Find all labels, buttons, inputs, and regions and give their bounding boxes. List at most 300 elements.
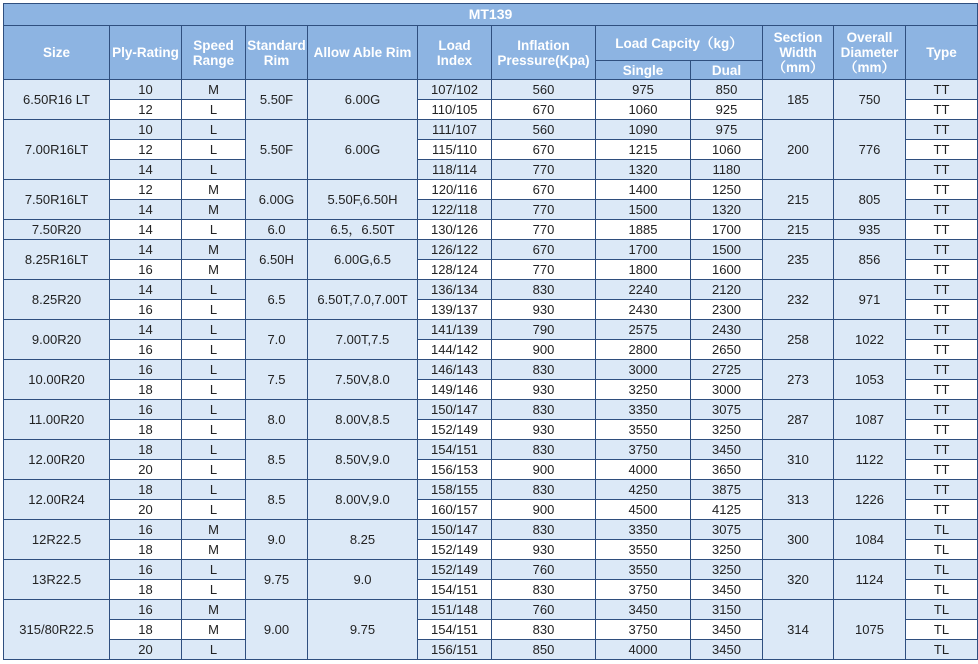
overall-diameter-cell: 1084 [834,520,906,560]
header-section-width: Section Width （mm） [763,26,834,80]
section-width-cell: 215 [763,220,834,240]
load-single-cell: 4500 [596,500,691,520]
overall-diameter-cell: 1124 [834,560,906,600]
inflation-pressure-cell: 760 [492,560,596,580]
ply-rating-cell: 16 [110,260,182,280]
ply-rating-cell: 16 [110,520,182,540]
allow-able-rim-cell: 6.5，6.50T [308,220,418,240]
overall-diameter-cell: 935 [834,220,906,240]
speed-range-cell: L [182,100,246,120]
speed-range-cell: M [182,80,246,100]
type-cell: TT [906,300,978,320]
load-dual-cell: 3150 [691,600,763,620]
size-cell: 315/80R22.5 [4,600,110,660]
standard-rim-cell: 8.0 [246,400,308,440]
speed-range-cell: L [182,460,246,480]
section-width-cell: 200 [763,120,834,180]
header-ply-rating: Ply-Rating [110,26,182,80]
load-single-cell: 4000 [596,640,691,660]
type-cell: TT [906,140,978,160]
type-cell: TT [906,440,978,460]
load-single-cell: 3350 [596,400,691,420]
ply-rating-cell: 10 [110,80,182,100]
inflation-pressure-cell: 670 [492,240,596,260]
ply-rating-cell: 16 [110,300,182,320]
table-row [4,240,978,260]
type-cell: TT [906,100,978,120]
header-dual: Dual [691,61,763,80]
section-width-cell: 314 [763,600,834,660]
size-cell: 7.50R20 [4,220,110,240]
section-width-cell: 287 [763,400,834,440]
load-index-cell: 152/149 [418,420,492,440]
size-cell: 12R22.5 [4,520,110,560]
load-single-cell: 1060 [596,100,691,120]
load-single-cell: 3000 [596,360,691,380]
allow-able-rim-cell: 9.0 [308,560,418,600]
speed-range-cell: L [182,580,246,600]
inflation-pressure-cell: 770 [492,160,596,180]
table-row [4,400,978,420]
ply-rating-cell: 20 [110,640,182,660]
speed-range-cell: M [182,520,246,540]
ply-rating-cell: 14 [110,240,182,260]
load-index-cell: 141/139 [418,320,492,340]
type-cell: TL [906,560,978,580]
ply-rating-cell: 14 [110,200,182,220]
inflation-pressure-cell: 830 [492,620,596,640]
load-dual-cell: 3250 [691,420,763,440]
load-index-cell: 150/147 [418,400,492,420]
speed-range-cell: L [182,160,246,180]
allow-able-rim-cell: 5.50F,6.50H [308,180,418,220]
allow-able-rim-cell: 7.00T,7.5 [308,320,418,360]
speed-range-cell: L [182,640,246,660]
speed-range-cell: L [182,320,246,340]
load-dual-cell: 3875 [691,480,763,500]
standard-rim-cell: 9.00 [246,600,308,660]
type-cell: TT [906,500,978,520]
header-inflation-pressure: Inflation Pressure(Kpa) [492,26,596,80]
ply-rating-cell: 18 [110,620,182,640]
load-dual-cell: 3250 [691,540,763,560]
load-index-cell: 139/137 [418,300,492,320]
overall-diameter-cell: 1053 [834,360,906,400]
standard-rim-cell: 6.50H [246,240,308,280]
load-index-cell: 150/147 [418,520,492,540]
load-dual-cell: 1320 [691,200,763,220]
table-body [4,80,978,660]
type-cell: TL [906,580,978,600]
speed-range-cell: L [182,280,246,300]
inflation-pressure-cell: 900 [492,460,596,480]
size-cell: 8.25R20 [4,280,110,320]
speed-range-cell: L [182,360,246,380]
size-cell: 7.50R16LT [4,180,110,220]
table-row [4,220,978,240]
load-single-cell: 2800 [596,340,691,360]
standard-rim-cell: 9.75 [246,560,308,600]
load-single-cell: 4000 [596,460,691,480]
allow-able-rim-cell: 6.00G [308,120,418,180]
load-single-cell: 1800 [596,260,691,280]
ply-rating-cell: 18 [110,380,182,400]
table-row [4,320,978,340]
load-index-cell: 154/151 [418,580,492,600]
header-overall-diameter: Overall Diameter （mm） [834,26,906,80]
size-cell: 6.50R16 LT [4,80,110,120]
type-cell: TL [906,620,978,640]
table-row [4,120,978,140]
load-dual-cell: 1060 [691,140,763,160]
ply-rating-cell: 14 [110,320,182,340]
load-dual-cell: 3000 [691,380,763,400]
load-single-cell: 3750 [596,440,691,460]
load-single-cell: 1320 [596,160,691,180]
table-row [4,80,978,100]
speed-range-cell: L [182,300,246,320]
section-width-cell: 235 [763,240,834,280]
load-single-cell: 3550 [596,540,691,560]
load-single-cell: 2430 [596,300,691,320]
inflation-pressure-cell: 830 [492,480,596,500]
standard-rim-cell: 7.0 [246,320,308,360]
ply-rating-cell: 16 [110,340,182,360]
speed-range-cell: L [182,340,246,360]
ply-rating-cell: 18 [110,540,182,560]
inflation-pressure-cell: 900 [492,500,596,520]
header-standard-rim: Standard Rim [246,26,308,80]
section-width-cell: 273 [763,360,834,400]
load-dual-cell: 2650 [691,340,763,360]
load-index-cell: 151/148 [418,600,492,620]
type-cell: TT [906,320,978,340]
type-cell: TL [906,520,978,540]
section-width-cell: 232 [763,280,834,320]
size-cell: 13R22.5 [4,560,110,600]
load-single-cell: 2240 [596,280,691,300]
type-cell: TT [906,160,978,180]
standard-rim-cell: 9.0 [246,520,308,560]
load-index-cell: 156/151 [418,640,492,660]
overall-diameter-cell: 1075 [834,600,906,660]
inflation-pressure-cell: 830 [492,440,596,460]
allow-able-rim-cell: 7.50V,8.0 [308,360,418,400]
ply-rating-cell: 20 [110,460,182,480]
load-index-cell: 111/107 [418,120,492,140]
speed-range-cell: L [182,480,246,500]
load-single-cell: 3550 [596,420,691,440]
type-cell: TT [906,240,978,260]
size-cell: 10.00R20 [4,360,110,400]
inflation-pressure-cell: 930 [492,300,596,320]
load-single-cell: 3350 [596,520,691,540]
ply-rating-cell: 14 [110,160,182,180]
load-index-cell: 118/114 [418,160,492,180]
speed-range-cell: M [182,540,246,560]
ply-rating-cell: 18 [110,580,182,600]
overall-diameter-cell: 856 [834,240,906,280]
load-index-cell: 128/124 [418,260,492,280]
header-allow-able-rim: Allow Able Rim [308,26,418,80]
speed-range-cell: L [182,560,246,580]
type-cell: TT [906,200,978,220]
load-single-cell: 3750 [596,620,691,640]
type-cell: TT [906,480,978,500]
table-row [4,480,978,500]
speed-range-cell: M [182,240,246,260]
inflation-pressure-cell: 560 [492,120,596,140]
type-cell: TT [906,260,978,280]
load-index-cell: 152/149 [418,560,492,580]
load-dual-cell: 2300 [691,300,763,320]
inflation-pressure-cell: 790 [492,320,596,340]
inflation-pressure-cell: 900 [492,340,596,360]
load-single-cell: 1500 [596,200,691,220]
standard-rim-cell: 6.00G [246,180,308,220]
ply-rating-cell: 18 [110,440,182,460]
type-cell: TT [906,400,978,420]
ply-rating-cell: 16 [110,400,182,420]
header-single: Single [596,61,691,80]
speed-range-cell: M [182,180,246,200]
load-dual-cell: 4125 [691,500,763,520]
load-index-cell: 144/142 [418,340,492,360]
load-index-cell: 130/126 [418,220,492,240]
size-cell: 11.00R20 [4,400,110,440]
ply-rating-cell: 16 [110,600,182,620]
speed-range-cell: M [182,200,246,220]
inflation-pressure-cell: 930 [492,420,596,440]
standard-rim-cell: 6.5 [246,280,308,320]
table-row [4,560,978,580]
load-single-cell: 1215 [596,140,691,160]
allow-able-rim-cell: 6.50T,7.0,7.00T [308,280,418,320]
load-index-cell: 110/105 [418,100,492,120]
load-dual-cell: 975 [691,120,763,140]
table-row [4,440,978,460]
header-load-capacity: Load Capcity（kg） [596,26,763,61]
load-index-cell: 107/102 [418,80,492,100]
load-index-cell: 122/118 [418,200,492,220]
allow-able-rim-cell: 8.00V,8.5 [308,400,418,440]
speed-range-cell: L [182,120,246,140]
allow-able-rim-cell: 8.25 [308,520,418,560]
inflation-pressure-cell: 850 [492,640,596,660]
load-dual-cell: 1600 [691,260,763,280]
inflation-pressure-cell: 830 [492,580,596,600]
load-single-cell: 3750 [596,580,691,600]
standard-rim-cell: 6.0 [246,220,308,240]
speed-range-cell: L [182,400,246,420]
section-width-cell: 258 [763,320,834,360]
load-dual-cell: 1500 [691,240,763,260]
allow-able-rim-cell: 6.00G [308,80,418,120]
ply-rating-cell: 18 [110,480,182,500]
inflation-pressure-cell: 830 [492,400,596,420]
load-index-cell: 160/157 [418,500,492,520]
allow-able-rim-cell: 8.50V,9.0 [308,440,418,480]
ply-rating-cell: 16 [110,360,182,380]
type-cell: TL [906,540,978,560]
ply-rating-cell: 14 [110,280,182,300]
load-index-cell: 154/151 [418,440,492,460]
speed-range-cell: L [182,420,246,440]
overall-diameter-cell: 805 [834,180,906,220]
overall-diameter-cell: 971 [834,280,906,320]
inflation-pressure-cell: 930 [492,540,596,560]
load-single-cell: 3550 [596,560,691,580]
standard-rim-cell: 8.5 [246,480,308,520]
size-cell: 12.00R24 [4,480,110,520]
standard-rim-cell: 8.5 [246,440,308,480]
table-row [4,360,978,380]
allow-able-rim-cell: 6.00G,6.5 [308,240,418,280]
type-cell: TL [906,640,978,660]
size-cell: 7.00R16LT [4,120,110,180]
tire-spec-table [3,3,978,660]
speed-range-cell: M [182,260,246,280]
inflation-pressure-cell: 560 [492,80,596,100]
ply-rating-cell: 18 [110,420,182,440]
load-index-cell: 158/155 [418,480,492,500]
load-dual-cell: 3450 [691,440,763,460]
header-load-index: Load Index [418,26,492,80]
speed-range-cell: L [182,140,246,160]
load-dual-cell: 1250 [691,180,763,200]
header-size: Size [4,26,110,80]
overall-diameter-cell: 750 [834,80,906,120]
load-dual-cell: 1180 [691,160,763,180]
load-index-cell: 154/151 [418,620,492,640]
type-cell: TT [906,360,978,380]
inflation-pressure-cell: 770 [492,200,596,220]
type-cell: TT [906,420,978,440]
header-type: Type [906,26,978,80]
load-dual-cell: 3075 [691,520,763,540]
overall-diameter-cell: 776 [834,120,906,180]
inflation-pressure-cell: 760 [492,600,596,620]
inflation-pressure-cell: 770 [492,260,596,280]
section-width-cell: 320 [763,560,834,600]
inflation-pressure-cell: 670 [492,100,596,120]
type-cell: TT [906,120,978,140]
load-index-cell: 115/110 [418,140,492,160]
type-cell: TL [906,600,978,620]
load-index-cell: 146/143 [418,360,492,380]
load-index-cell: 149/146 [418,380,492,400]
ply-rating-cell: 20 [110,500,182,520]
standard-rim-cell: 7.5 [246,360,308,400]
table-row [4,180,978,200]
ply-rating-cell: 16 [110,560,182,580]
ply-rating-cell: 14 [110,220,182,240]
load-single-cell: 1400 [596,180,691,200]
section-width-cell: 185 [763,80,834,120]
speed-range-cell: M [182,600,246,620]
table-row [4,520,978,540]
section-width-cell: 300 [763,520,834,560]
overall-diameter-cell: 1022 [834,320,906,360]
standard-rim-cell: 5.50F [246,80,308,120]
inflation-pressure-cell: 830 [492,520,596,540]
overall-diameter-cell: 1122 [834,440,906,480]
speed-range-cell: L [182,500,246,520]
speed-range-cell: L [182,440,246,460]
load-dual-cell: 3075 [691,400,763,420]
load-index-cell: 152/149 [418,540,492,560]
overall-diameter-cell: 1226 [834,480,906,520]
load-index-cell: 126/122 [418,240,492,260]
load-dual-cell: 3450 [691,580,763,600]
load-single-cell: 1885 [596,220,691,240]
inflation-pressure-cell: 770 [492,220,596,240]
inflation-pressure-cell: 930 [492,380,596,400]
load-dual-cell: 3450 [691,640,763,660]
load-dual-cell: 2725 [691,360,763,380]
table-row [4,280,978,300]
load-single-cell: 975 [596,80,691,100]
size-cell: 12.00R20 [4,440,110,480]
load-dual-cell: 925 [691,100,763,120]
standard-rim-cell: 5.50F [246,120,308,180]
load-single-cell: 4250 [596,480,691,500]
size-cell: 9.00R20 [4,320,110,360]
load-dual-cell: 3450 [691,620,763,640]
load-single-cell: 1700 [596,240,691,260]
load-index-cell: 136/134 [418,280,492,300]
table-title: MT139 [4,4,978,26]
load-dual-cell: 2430 [691,320,763,340]
speed-range-cell: M [182,620,246,640]
load-dual-cell: 1700 [691,220,763,240]
section-width-cell: 313 [763,480,834,520]
load-dual-cell: 3650 [691,460,763,480]
load-dual-cell: 2120 [691,280,763,300]
load-dual-cell: 3250 [691,560,763,580]
allow-able-rim-cell: 8.00V,9.0 [308,480,418,520]
allow-able-rim-cell: 9.75 [308,600,418,660]
size-cell: 8.25R16LT [4,240,110,280]
type-cell: TT [906,280,978,300]
inflation-pressure-cell: 830 [492,280,596,300]
table-row [4,600,978,620]
header-speed-range: Speed Range [182,26,246,80]
ply-rating-cell: 12 [110,140,182,160]
load-single-cell: 1090 [596,120,691,140]
section-width-cell: 215 [763,180,834,220]
ply-rating-cell: 12 [110,180,182,200]
ply-rating-cell: 12 [110,100,182,120]
load-index-cell: 156/153 [418,460,492,480]
load-dual-cell: 850 [691,80,763,100]
speed-range-cell: L [182,380,246,400]
load-single-cell: 3250 [596,380,691,400]
speed-range-cell: L [182,220,246,240]
ply-rating-cell: 10 [110,120,182,140]
type-cell: TT [906,180,978,200]
load-single-cell: 2575 [596,320,691,340]
inflation-pressure-cell: 830 [492,360,596,380]
type-cell: TT [906,380,978,400]
type-cell: TT [906,80,978,100]
inflation-pressure-cell: 670 [492,140,596,160]
section-width-cell: 310 [763,440,834,480]
load-index-cell: 120/116 [418,180,492,200]
load-single-cell: 3450 [596,600,691,620]
type-cell: TT [906,460,978,480]
inflation-pressure-cell: 670 [492,180,596,200]
